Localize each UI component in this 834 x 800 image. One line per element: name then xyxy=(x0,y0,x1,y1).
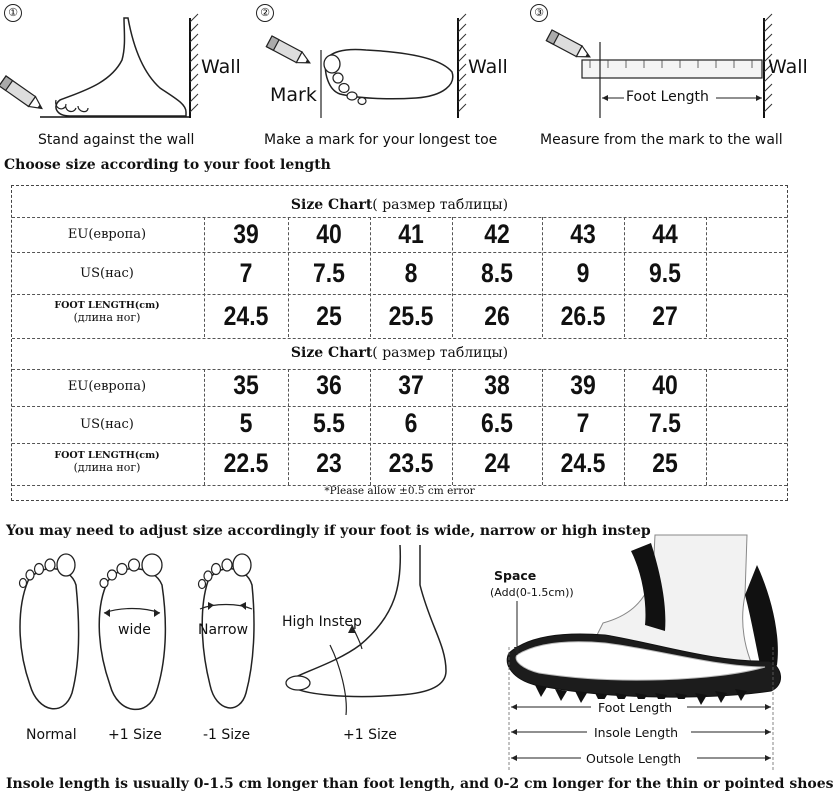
size-chart xyxy=(11,185,788,501)
eu-size-cell: 39 xyxy=(233,219,259,249)
us-size-cell: 7 xyxy=(239,258,253,288)
choose-size-heading: Choose size according to your foot length xyxy=(4,157,331,173)
foot-length-row-label: FOOT LENGTH(cm) (длина ног) xyxy=(54,450,160,474)
foot-length-cell: 26.5 xyxy=(560,301,606,331)
eu-size-cell: 40 xyxy=(652,370,678,400)
size-chart-title: Size Chart( размер таблицы) xyxy=(290,197,509,213)
wide-label: wide xyxy=(118,622,151,638)
high-instep-caption: +1 Size xyxy=(343,727,397,743)
pencil-icon xyxy=(266,36,312,68)
eu-size-cell: 40 xyxy=(316,219,342,249)
eu-size-cell: 36 xyxy=(316,370,342,400)
mark-label: Mark xyxy=(270,84,317,106)
foot-length-cell: 22.5 xyxy=(223,448,269,478)
space-add-label: (Add(0-1.5cm)) xyxy=(490,586,574,599)
narrow-caption: -1 Size xyxy=(203,727,251,743)
high-instep-foot-icon xyxy=(286,545,446,715)
wall-label: Wall xyxy=(768,56,808,78)
foot-length-cell: 23.5 xyxy=(388,448,434,478)
foot-length-cell: 24.5 xyxy=(223,301,269,331)
error-note: *Please allow ±0.5 cm error xyxy=(324,485,475,497)
foot-length-cell: 23 xyxy=(316,448,342,478)
step-caption: Make a mark for your longest toe xyxy=(264,132,498,148)
us-size-cell: 7 xyxy=(576,408,590,438)
us-size-cell: 5.5 xyxy=(313,408,345,438)
us-size-cell: 5 xyxy=(239,408,253,438)
foot-length-cell: 27 xyxy=(652,301,678,331)
narrow-label: Narrow xyxy=(198,622,249,638)
foot-length-cell: 26 xyxy=(484,301,510,331)
step-measure xyxy=(530,0,808,150)
foot-length-cell: 24.5 xyxy=(560,448,606,478)
foot-length-cell: 25 xyxy=(316,301,342,331)
step-number: ③ xyxy=(530,4,548,22)
normal-caption: Normal xyxy=(26,727,77,743)
us-size-cell: 9 xyxy=(576,258,590,288)
foot-length-label: Foot Length xyxy=(626,89,709,105)
ruler-illustration xyxy=(530,0,800,130)
step-caption: Measure from the mark to the wall xyxy=(540,132,783,148)
eu-size-cell: 35 xyxy=(233,370,259,400)
eu-size-cell: 44 xyxy=(652,219,678,249)
eu-size-cell: 37 xyxy=(398,370,424,400)
us-size-cell: 7.5 xyxy=(649,408,681,438)
pencil-icon xyxy=(546,30,592,62)
size-chart-title: Size Chart( размер таблицы) xyxy=(290,345,509,361)
foot-length-cell: 24 xyxy=(484,448,510,478)
foot-length-cell: 25 xyxy=(652,448,678,478)
us-row-label: US(нас) xyxy=(80,417,134,432)
us-size-cell: 6.5 xyxy=(481,408,513,438)
eu-size-cell: 38 xyxy=(484,370,510,400)
eu-row-label: EU(европа) xyxy=(67,227,147,242)
step-caption: Stand against the wall xyxy=(38,132,195,148)
insole-length-dimension: Insole Length xyxy=(594,725,679,740)
eu-size-cell: 39 xyxy=(570,370,596,400)
wall-label: Wall xyxy=(201,56,241,78)
step-stand-against-wall xyxy=(0,0,266,150)
eu-size-cell: 41 xyxy=(398,219,424,249)
outsole-length-dimension: Outsole Length xyxy=(586,751,682,766)
adjust-size-heading: You may need to adjust size accordingly if your foot is wide, narrow or high instep xyxy=(6,523,651,539)
us-row-label: US(нас) xyxy=(80,266,134,281)
pencil-icon xyxy=(0,76,45,113)
eu-row-label: EU(европа) xyxy=(67,379,147,394)
us-size-cell: 8 xyxy=(404,258,418,288)
foot-length-dimension: Foot Length xyxy=(598,700,673,715)
us-size-cell: 9.5 xyxy=(649,258,681,288)
foot-length-row-label: FOOT LENGTH(cm) (длина ног) xyxy=(54,300,160,324)
eu-size-cell: 42 xyxy=(484,219,510,249)
eu-size-cell: 43 xyxy=(570,219,596,249)
step-make-mark xyxy=(256,0,522,150)
us-size-cell: 8.5 xyxy=(481,258,513,288)
wall-label: Wall xyxy=(468,56,508,78)
normal-foot-icon xyxy=(20,554,79,709)
space-label: Space xyxy=(494,568,537,583)
ruler-icon xyxy=(582,60,762,78)
step-number: ① xyxy=(4,4,22,22)
us-size-cell: 6 xyxy=(404,408,418,438)
step-number: ② xyxy=(256,4,274,22)
foot-length-cell: 25.5 xyxy=(388,301,434,331)
us-size-cell: 7.5 xyxy=(313,258,345,288)
high-instep-label: High Instep xyxy=(282,614,362,630)
wide-caption: +1 Size xyxy=(108,727,162,743)
insole-length-note: Insole length is usually 0-1.5 cm longer than foot length, and 0-2 cm longer for the thin or pointed shoes xyxy=(6,776,834,792)
